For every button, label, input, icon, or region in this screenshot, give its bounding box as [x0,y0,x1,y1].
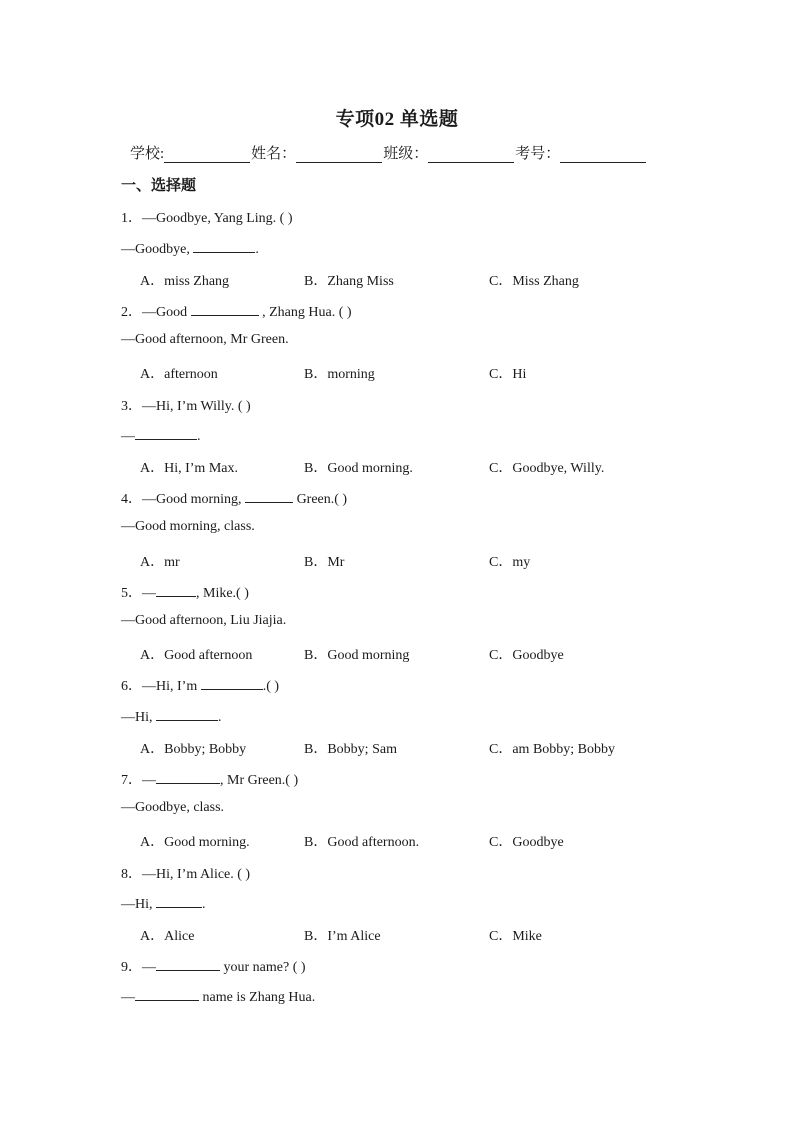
answer-prefix: — [121,429,135,444]
fill-blank[interactable] [193,239,255,253]
question-4 [121,488,347,508]
question-suffix: , Mike.( ) [196,586,249,601]
options-row-6 [140,738,700,758]
school-blank[interactable] [164,148,250,163]
class-label: 班级： [383,146,429,162]
answer-prefix: —Hi, [121,710,156,725]
options-row-2 [140,363,700,383]
answer-suffix: . [218,710,222,725]
answer-line-8 [121,894,206,913]
answer-suffix: . [202,897,206,912]
school-label: 学校: [130,146,165,162]
question-suffix: .( ) [262,679,280,694]
answer-line-7: —Goodbye, class. [121,800,225,815]
options-row-1 [140,270,700,290]
question-1: 1．—Goodbye, Yang Ling. ( ) [121,211,293,226]
option-c[interactable]: C．Goodbye, Willy. [489,461,605,476]
answer-suffix: . [197,429,201,444]
question-prefix: 5．— [121,586,156,601]
question-9 [121,956,306,976]
option-a[interactable]: A．miss Zhang [140,274,230,289]
answer-prefix: —Hi, [121,897,156,912]
option-a[interactable]: A．afternoon [140,367,218,382]
fill-blank[interactable] [156,770,220,784]
options-row-8 [140,925,700,945]
question-prefix: 2．—Good [121,305,191,320]
option-a[interactable]: A．Bobby; Bobby [140,742,247,757]
answer-line-4: —Good morning, class. [121,519,255,534]
student-info-line [130,142,647,163]
section-title: 一、选择题 [121,178,197,194]
option-a[interactable]: A．Good morning. [140,835,250,850]
options-row-5 [140,644,700,664]
option-b[interactable]: B．Good morning [304,648,410,663]
options-row-3 [140,457,700,477]
question-5 [121,582,249,602]
option-c[interactable]: C．Hi [489,367,527,382]
option-b[interactable]: B．Zhang Miss [304,274,394,289]
answer-suffix: . [255,242,259,257]
answer-prefix: —Goodbye, [121,242,194,257]
option-c[interactable]: C．my [489,555,531,570]
fill-blank[interactable] [245,489,293,503]
option-b[interactable]: B．I’m Alice [304,929,381,944]
option-a[interactable]: A．Alice [140,929,195,944]
option-b[interactable]: B．Good afternoon. [304,835,420,850]
answer-line-1 [121,239,259,258]
class-blank[interactable] [428,148,514,163]
answer-line-2: —Good afternoon, Mr Green. [121,332,289,347]
option-c[interactable]: C．Miss Zhang [489,274,579,289]
question-suffix: , Zhang Hua. ( ) [258,305,352,320]
question-suffix: , Mr Green.( ) [220,773,299,788]
question-suffix: your name? ( ) [220,960,306,975]
answer-line-5: —Good afternoon, Liu Jiajia. [121,613,287,628]
fill-blank[interactable] [135,426,197,440]
option-b[interactable]: B．Good morning. [304,461,413,476]
question-prefix: 6．—Hi, I’m [121,679,201,694]
option-b[interactable]: B．Mr [304,555,345,570]
answer-line-6 [121,707,222,726]
question-2 [121,301,352,321]
page-title: 专项02 单选题 [335,109,459,130]
name-blank[interactable] [296,148,382,163]
number-label: 考号： [515,146,561,162]
question-6 [121,675,279,695]
question-prefix: 7．— [121,773,156,788]
option-c[interactable]: C．Goodbye [489,648,564,663]
option-a[interactable]: A．mr [140,555,180,570]
option-b[interactable]: B．morning [304,367,375,382]
fill-blank[interactable] [156,894,202,908]
options-row-4 [140,551,700,571]
option-c[interactable]: C．Goodbye [489,835,564,850]
fill-blank[interactable] [135,987,199,1001]
question-8: 8．—Hi, I’m Alice. ( ) [121,867,251,882]
option-c[interactable]: C．am Bobby; Bobby [489,742,616,757]
options-row-7 [140,831,700,851]
question-7 [121,769,298,789]
answer-line-9 [121,987,315,1006]
fill-blank[interactable] [201,676,263,690]
question-prefix: 9．— [121,960,156,975]
name-label: 姓名： [251,146,297,162]
answer-prefix: — [121,990,135,1005]
option-a[interactable]: A．Hi, I’m Max. [140,461,238,476]
fill-blank[interactable] [156,583,196,597]
fill-blank[interactable] [156,707,218,721]
question-prefix: 4．—Good morning, [121,492,246,507]
question-suffix: Green.( ) [293,492,348,507]
fill-blank[interactable] [156,957,220,971]
answer-line-3 [121,426,201,445]
option-a[interactable]: A．Good afternoon [140,648,253,663]
question-3: 3．—Hi, I’m Willy. ( ) [121,399,251,414]
option-c[interactable]: C．Mike [489,929,542,944]
fill-blank[interactable] [191,302,259,316]
answer-suffix: name is Zhang Hua. [199,990,316,1005]
number-blank[interactable] [560,148,646,163]
option-b[interactable]: B．Bobby; Sam [304,742,397,757]
